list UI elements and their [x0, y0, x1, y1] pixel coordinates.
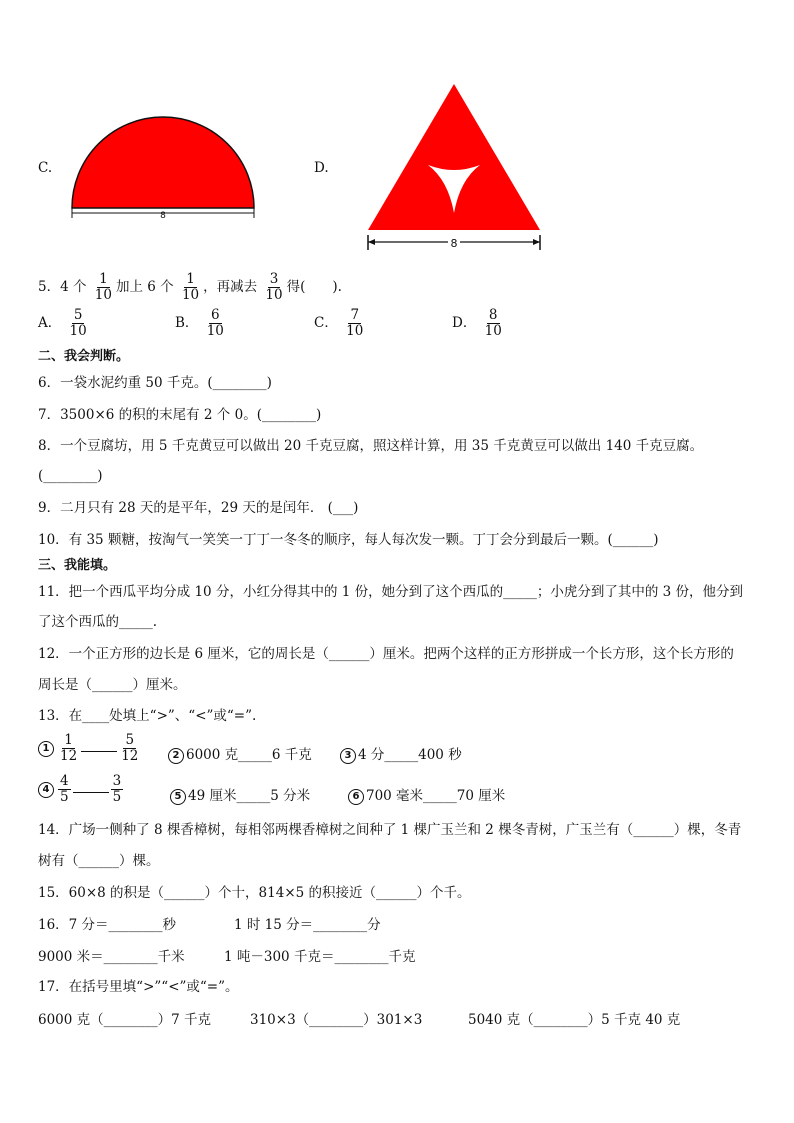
- question-16-a: 16．7 分＝________秒: [38, 917, 177, 933]
- option-d-label: D.: [314, 160, 329, 176]
- q5-option-b[interactable]: B． $\frac{6}{10}$: [175, 307, 224, 339]
- question-17-a: 6000 克（________）7 千克: [38, 1012, 212, 1028]
- q5-number: 5．: [38, 279, 61, 295]
- triangle-figure: [360, 80, 550, 258]
- question-10: 10．有 35 颗糖，按淘气一笑笑一丁丁一冬冬的顺序，每人每次发一颗。丁丁会分到最后一颗。(______): [38, 532, 659, 548]
- arrow-right-icon: [533, 239, 540, 245]
- option-c-label: C.: [38, 160, 53, 176]
- question-11-cont: 了这个西瓜的_____.: [38, 614, 158, 630]
- q13-item-4: 4 $\frac{4}{5}$ $\frac{3}{5}$: [38, 774, 125, 805]
- q5-option-c[interactable]: C． $\frac{7}{10}$: [314, 307, 364, 339]
- q5-text: 加上 6 个: [115, 279, 174, 295]
- semicircle-dimension-label: 8: [160, 211, 166, 221]
- question-8-answer: (________): [38, 468, 103, 484]
- q13-item-2: 2 6000 克_____6 千克: [168, 743, 312, 764]
- question-15: 15．60×8 的积是（______）个十，814×5 的积接近（______）个千。: [38, 885, 471, 901]
- question-11: 11．把一个西瓜平均分成 10 分，小红分得其中的 1 份，她分到了这个西瓜的_____；小虎分到了其中的 3 份，他分到: [38, 584, 744, 600]
- q5-option-a[interactable]: A． $\frac{5}{10}$: [38, 307, 87, 339]
- q13-item-3: 3 4 分_____400 秒: [340, 743, 462, 764]
- semicircle-shape: [72, 117, 254, 208]
- q13-item-6: 6 700 毫米_____70 厘米: [348, 784, 505, 805]
- question-12: 12．一个正方形的边长是 6 厘米，它的周长是（______）厘米。把两个这样的正方形拼成一个长方形，这个长方形的: [38, 646, 734, 662]
- question-16-c: 9000 米＝________千米: [38, 949, 185, 965]
- semicircle-figure: [66, 110, 260, 226]
- question-7: 7．3500×6 的积的末尾有 2 个 0。(________): [38, 407, 322, 423]
- q5-option-d[interactable]: D． $\frac{8}{10}$: [452, 307, 502, 339]
- question-13: 13．在____处填上“>”、“<”或“=”.: [38, 708, 257, 724]
- section-heading-2: 二、我会判断。: [38, 349, 130, 364]
- q13-item-5: 5 49 厘米_____5 分米: [170, 784, 310, 805]
- question-17: 17．在括号里填“>”“<”或“=”。: [38, 979, 239, 995]
- question-5: [38, 272, 342, 303]
- triangle-dimension-label: 8: [450, 237, 458, 250]
- arrow-left-icon: [368, 239, 375, 245]
- question-14: 14．广场一侧种了 8 棵香樟树，每相邻两棵香樟树之间种了 1 棵广玉兰和 2 棵冬青树，广玉兰有（______）棵，冬青: [38, 822, 742, 838]
- question-17-c: 5040 克（________）5 千克 40 克: [468, 1012, 681, 1028]
- question-16-b: 1 时 15 分＝________分: [234, 917, 381, 933]
- question-8: 8．一个豆腐坊，用 5 千克黄豆可以做出 20 千克豆腐，照这样计算，用 35 千克黄豆可以做出 140 千克豆腐。: [38, 438, 704, 454]
- fraction: $\frac{1}{10}$: [94, 271, 112, 303]
- question-14-cont: 树有（______）棵。: [38, 853, 160, 869]
- q5-text: 4 个: [60, 279, 87, 295]
- question-12-cont: 周长是（______）厘米。: [38, 677, 187, 693]
- question-16-d: 1 吨－300 千克＝________千克: [224, 949, 416, 965]
- section-heading-3: 三、我能填。: [38, 558, 117, 573]
- fraction: $\frac{3}{10}$: [265, 271, 283, 303]
- q5-text: ，再减去: [203, 279, 258, 295]
- question-17-b: 310×3（________）301×3: [250, 1012, 423, 1028]
- question-6: 6．一袋水泥约重 50 千克。(________): [38, 375, 272, 391]
- q5-text: 得( ).: [286, 279, 342, 295]
- q13-item-1: 1 $\frac{1}{12}$ $\frac{5}{12}$: [38, 733, 142, 764]
- fraction: $\frac{1}{10}$: [181, 271, 200, 303]
- question-9: 9．二月只有 28 天的是平年，29 天的是闰年． (___): [38, 500, 359, 516]
